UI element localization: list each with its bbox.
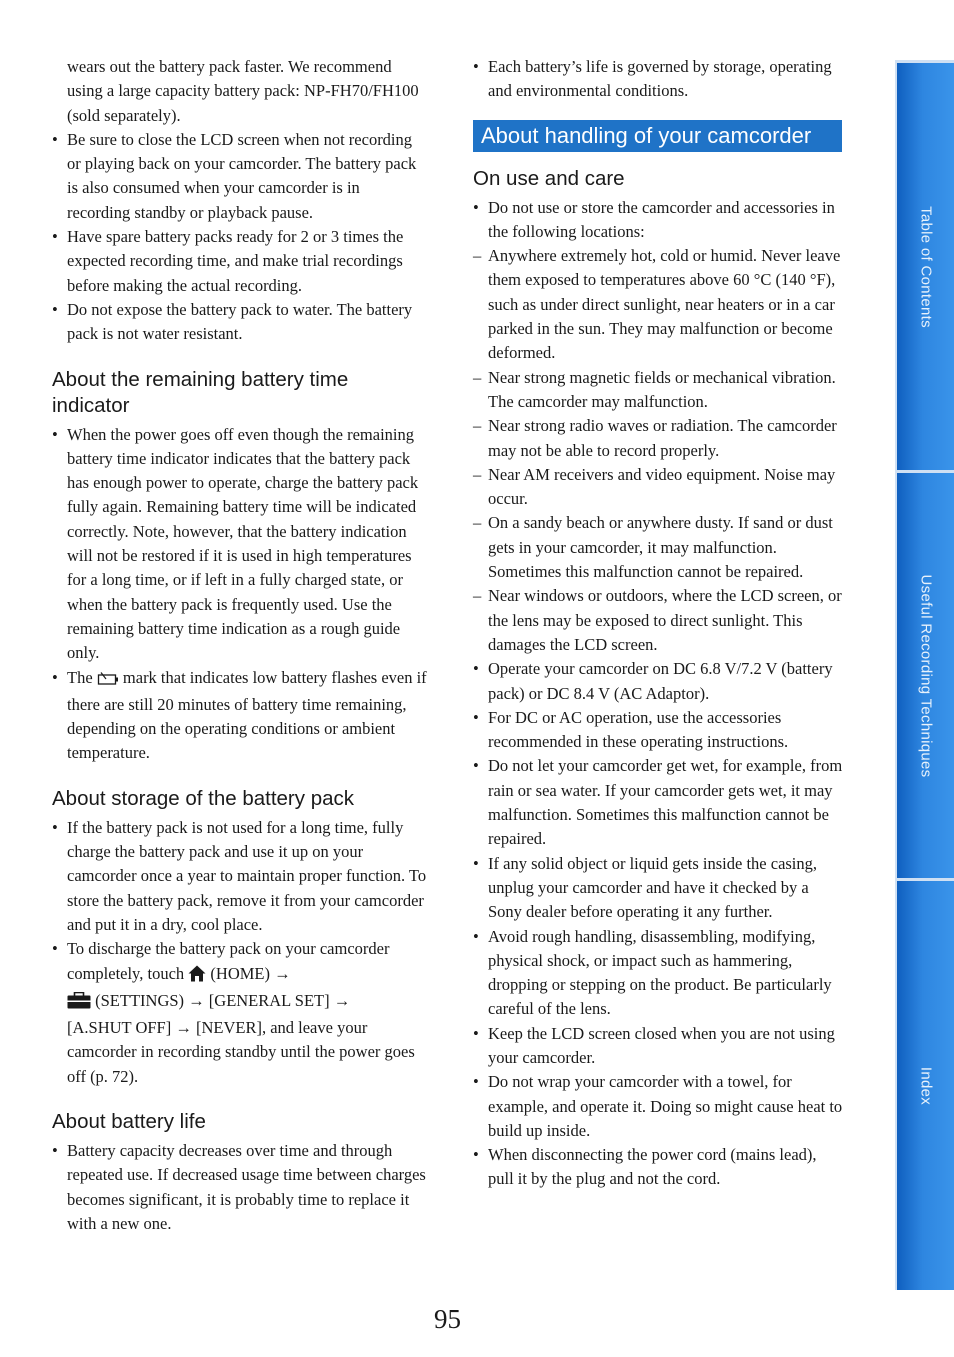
use-care-bullets <box>473 196 845 1192</box>
a-shut-off-label: [A.SHUT OFF] <box>67 1018 172 1038</box>
battery-life-bullets-continued <box>473 55 845 104</box>
arrow-right-icon: → <box>333 990 351 1010</box>
list-item: • Do not wrap your camcorder with a towel, for example, and operate it. Doing so might cause heat to build up inside. <box>473 1070 845 1143</box>
section-banner: About handling of your camcorder <box>473 120 842 152</box>
list-item <box>473 196 845 658</box>
right-column <box>473 55 845 1192</box>
sublist-item: – Near strong magnetic fields or mechanical vibration. The camcorder may malfunction. <box>473 366 845 415</box>
tab-label: Index <box>917 1066 934 1105</box>
list-item <box>52 666 427 766</box>
list-item: • Do not let your camcorder get wet, for example, from rain or sea water. If your camcorder gets wet, it may malfunction. Sometimes this malfunction cannot be repaired. <box>473 754 845 851</box>
tab-label: Table of Contents <box>917 205 934 328</box>
list-item: • When disconnecting the power cord (mains lead), pull it by the plug and not the cord. <box>473 1143 845 1192</box>
list-item: • Avoid rough handling, disassembling, modifying, physical shock, or impact such as hammering, dropping or stepping on the product. Be particularly careful of the lens. <box>473 925 845 1022</box>
list-item: • Operate your camcorder on DC 6.8 V/7.2 V (battery pack) or DC 8.4 V (AC Adaptor). <box>473 657 845 706</box>
tab-table-of-contents[interactable] <box>895 60 954 470</box>
never-label: [NEVER] <box>195 1018 262 1038</box>
use-care-heading: On use and care <box>473 166 625 190</box>
battery-life-bullets <box>52 1139 427 1236</box>
remaining-battery-heading: About the remaining battery time indicator <box>52 367 349 417</box>
sublist-item: – Near AM receivers and video equipment. Noise may occur. <box>473 463 845 512</box>
storage-heading: About storage of the battery pack <box>52 786 354 810</box>
arrow-right-icon: → <box>274 963 291 983</box>
bullet-text: The <box>67 667 93 687</box>
home-label: (HOME) <box>210 963 270 983</box>
bullet-text: To discharge the battery pack on your camcorder completely, touch <box>67 939 390 983</box>
list-item: • When the power goes off even though the remaining battery time indicator indicates that the battery pack has enough power to operate, charge the battery pack fully again. Remaining battery time will be indicated correctly. Note, however, that the battery indication will not be restored if it is used in high temperatures for a long time, or if left in a fully charged state, or when the battery pack is frequently used. Use the remaining battery time indication as a rough guide only. <box>52 423 427 666</box>
bullet-text: mark that indicates low battery flashes even if there are still 20 minutes of battery time remaining, depending on the operating conditions or ambient temperature. <box>67 667 427 763</box>
list-item: • Have spare battery packs ready for 2 or 3 times the expected recording time, and make trial recordings before making the actual recording. <box>52 225 427 298</box>
arrow-right-icon: → <box>188 990 205 1010</box>
bullet-text: Do not use or store the camcorder and accessories in the following locations: <box>488 197 835 241</box>
list-item: • For DC or AC operation, use the accessories recommended in these operating instructions. <box>473 706 845 755</box>
storage-bullets <box>52 816 427 1089</box>
general-set-label: [GENERAL SET] <box>208 990 330 1010</box>
list-item <box>52 937 427 1089</box>
list-item: • Each battery’s life is governed by storage, operating and environmental conditions. <box>473 55 845 104</box>
remaining-battery-bullets <box>52 423 427 766</box>
list-item: • If any solid object or liquid gets inside the casing, unplug your camcorder and have it checked by a Sony dealer before operating it any further. <box>473 852 845 925</box>
sublist-item: – On a sandy beach or anywhere dusty. If sand or dust gets in your camcorder, it may malfunction. Sometimes this malfunction cannot be repaired. <box>473 511 845 584</box>
page-number: 95 <box>434 1304 461 1334</box>
sublist-item: – Near strong radio waves or radiation. The camcorder may not be able to record properly. <box>473 414 845 463</box>
tab-useful-recording-techniques[interactable] <box>895 470 954 878</box>
sublist-item: – Anywhere extremely hot, cold or humid. Never leave them exposed to temperatures above 60 °C (140 °F), such as under direct sunlight, near heaters or in a car parked in the sun. They may malfunction or become deformed. <box>473 244 845 365</box>
settings-icon <box>67 992 91 1016</box>
tab-index[interactable] <box>895 878 954 1290</box>
locations-sublist <box>473 244 845 657</box>
tab-label: Useful Recording Techniques <box>917 574 934 777</box>
bullet-text: , and leave your camcorder in recording standby until the power goes off (p. 72). <box>67 1018 415 1086</box>
home-icon <box>188 965 206 989</box>
sublist-item: – Near windows or outdoors, where the LCD screen, or the lens may be exposed to direct sunlight. This damages the LCD screen. <box>473 584 845 657</box>
arrow-right-icon: → <box>175 1018 192 1038</box>
list-item: • Be sure to close the LCD screen when not recording or playing back on your camcorder. The battery pack is also consumed when your camcorder is in recording standby or playback pause. <box>52 128 427 225</box>
settings-label: (SETTINGS) <box>95 990 185 1010</box>
list-item: • If the battery pack is not used for a long time, fully charge the battery pack and use it up on your camcorder once a year to maintain proper function. To store the battery pack, remove it from your camcorder and put it in a dry, cool place. <box>52 816 427 937</box>
list-item: • Battery capacity decreases over time and through repeated use. If decreased usage time between charges becomes significant, it is probably time to replace it with a new one. <box>52 1139 427 1236</box>
battery-life-heading: About battery life <box>52 1109 206 1133</box>
intro-bullets <box>52 128 427 347</box>
left-column <box>52 55 427 1236</box>
battery-low-icon <box>97 669 119 693</box>
intro-continuation: wears out the battery pack faster. We recommend using a large capacity battery pack: NP-FH70/FH100 (sold separately). <box>67 57 419 125</box>
list-item: • Do not expose the battery pack to water. The battery pack is not water resistant. <box>52 298 427 347</box>
list-item: • Keep the LCD screen closed when you are not using your camcorder. <box>473 1022 845 1071</box>
